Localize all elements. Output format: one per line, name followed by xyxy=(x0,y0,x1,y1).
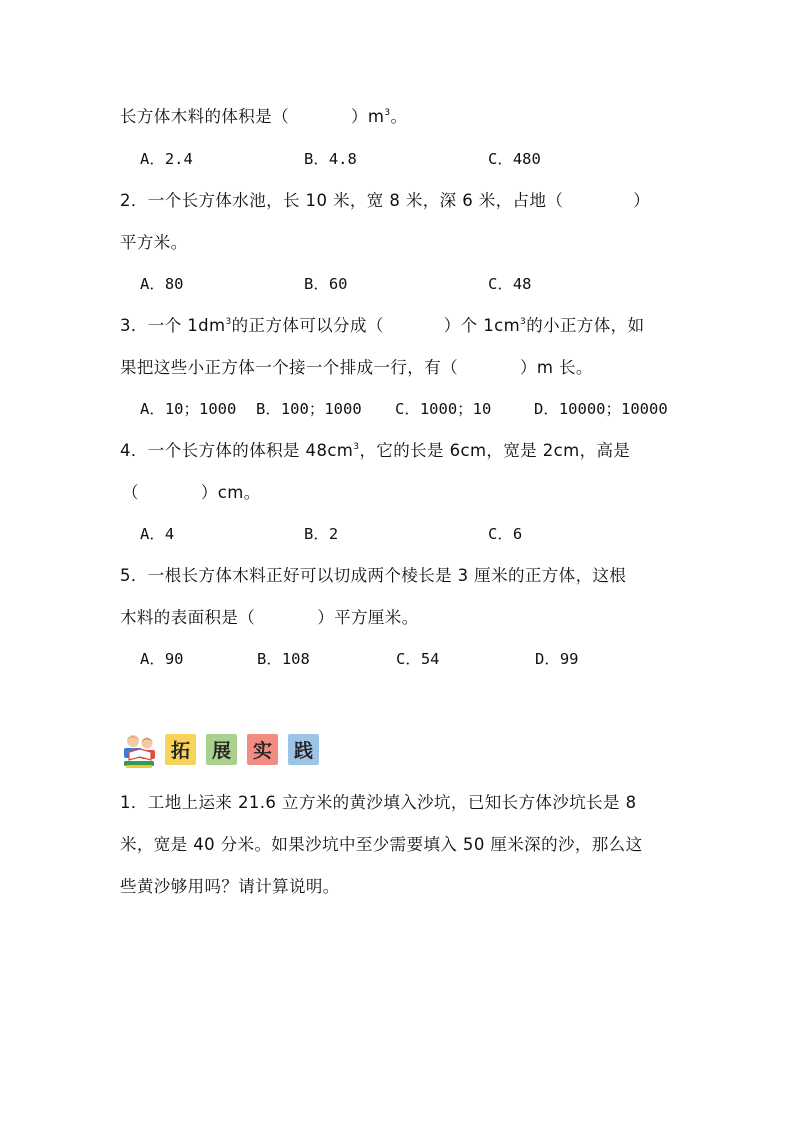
q1-option-a[interactable]: A．2.4 xyxy=(140,150,193,168)
q2-option-b[interactable]: B．60 xyxy=(304,275,348,293)
reading-children-icon xyxy=(121,732,159,770)
q2-option-a[interactable]: A．80 xyxy=(140,275,184,293)
section-tile-tuo: 拓 xyxy=(165,734,196,765)
q3-option-d[interactable]: D．10000；10000 xyxy=(534,400,668,418)
practice-line1: 1．工地上运来 21.6 立方米的黄沙填入沙坑，已知长方体沙坑长是 8 xyxy=(120,793,637,812)
q3-stem-line1: 3．一个 $1dm^3$的正方体可以分成（ ）个 $1cm^3$的小正方体，如 xyxy=(120,316,645,335)
q4-option-c[interactable]: C．6 xyxy=(488,525,523,543)
q4-option-b[interactable]: B．2 xyxy=(304,525,339,543)
q2-stem-line1: 2．一个长方体水池，长 10 米，宽 8 米，深 6 米，占地（ ） xyxy=(120,191,651,210)
q3-option-a[interactable]: A．10；1000 xyxy=(140,400,237,418)
q2-stem-line2: 平方米。 xyxy=(120,233,188,252)
q3-stem-line2: 果把这些小正方体一个接一个排成一行，有（ ）m 长。 xyxy=(120,358,593,377)
q1-option-c[interactable]: C．480 xyxy=(488,150,541,168)
q3-option-c[interactable]: C．1000；10 xyxy=(395,400,492,418)
q4-option-a[interactable]: A．4 xyxy=(140,525,175,543)
q5-option-a[interactable]: A．90 xyxy=(140,650,184,668)
q3-option-b[interactable]: B．100；1000 xyxy=(256,400,362,418)
section-tile-jian: 践 xyxy=(288,734,319,765)
q2-option-c[interactable]: C．48 xyxy=(488,275,532,293)
q1-option-b[interactable]: B．4.8 xyxy=(304,150,357,168)
q5-stem-line1: 5．一根长方体木料正好可以切成两个棱长是 3 厘米的正方体，这根 xyxy=(120,566,627,585)
q5-option-d[interactable]: D．99 xyxy=(535,650,579,668)
practice-line3: 些黄沙够用吗？请计算说明。 xyxy=(120,877,340,896)
section-tile-zhan: 展 xyxy=(206,734,237,765)
section-tile-shi: 实 xyxy=(247,734,278,765)
q5-option-b[interactable]: B．108 xyxy=(257,650,310,668)
q4-stem-line1: 4．一个长方体的体积是 $48cm^3$，它的长是 6cm，宽是 2cm，高是 xyxy=(120,441,631,460)
q4-stem-line2: （ ）cm。 xyxy=(122,483,261,502)
q1-stem-line: 长方体木料的体积是（ ）$m^3$。 xyxy=(120,107,408,126)
practice-line2: 米，宽是 40 分米。如果沙坑中至少需要填入 50 厘米深的沙，那么这 xyxy=(120,835,643,854)
q5-option-c[interactable]: C．54 xyxy=(396,650,440,668)
q5-stem-line2: 木料的表面积是（ ）平方厘米。 xyxy=(120,608,419,627)
